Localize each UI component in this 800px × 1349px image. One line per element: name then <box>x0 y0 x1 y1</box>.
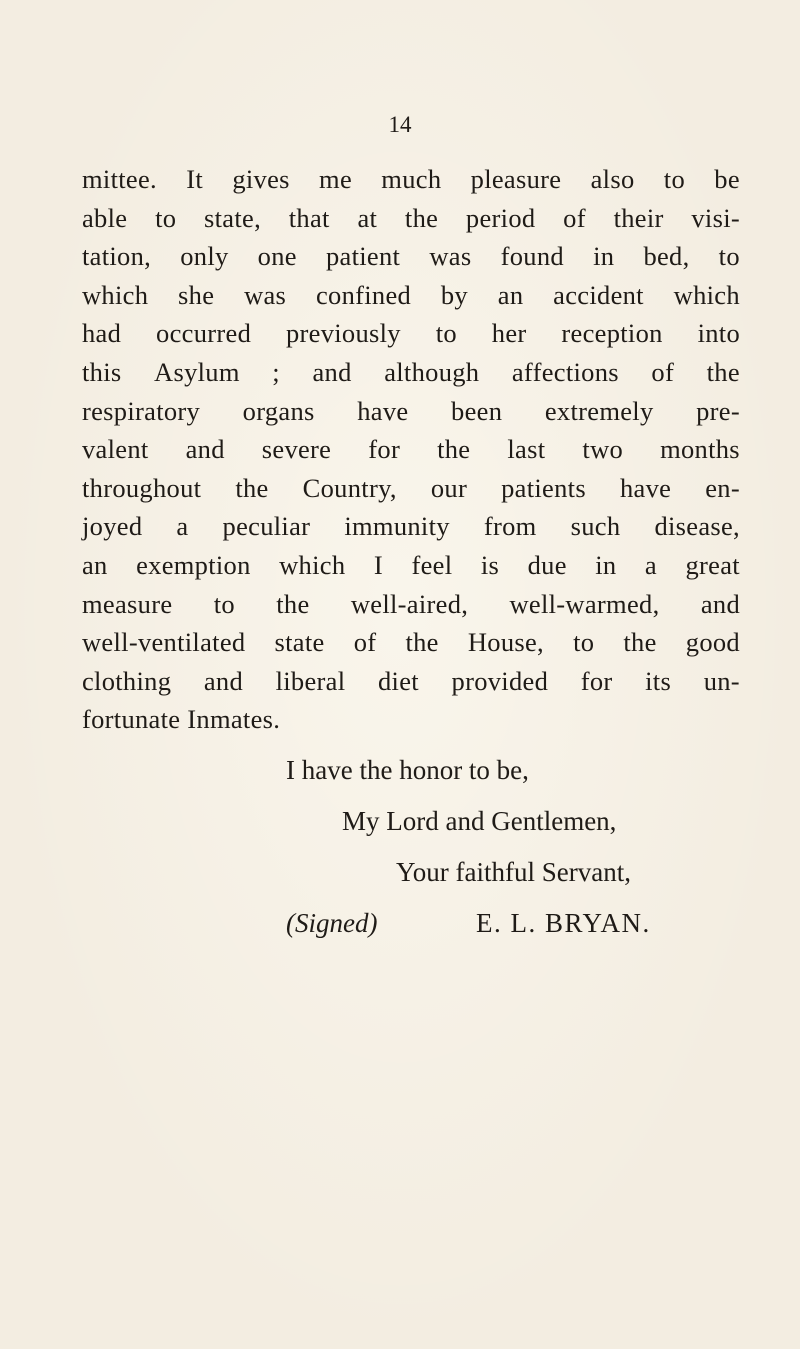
paragraph-line: tation, only one patient was found in bed, to <box>82 241 740 272</box>
paragraph-line: measure to the well-aired, well-warmed, and <box>82 588 740 619</box>
paragraph-line: well-ventilated state of the House, to the good <box>82 627 740 658</box>
paragraph-line: mittee. It gives me much pleasure also to be <box>82 164 740 194</box>
paragraph-line: respiratory organs have been extremely pre- <box>82 395 740 426</box>
paragraph-line: an exemption which I feel is due in a great <box>82 549 740 580</box>
paragraph-line: this Asylum ; and although affections of the <box>82 356 740 387</box>
closing-line-salutation: My Lord and Gentlemen, <box>342 806 617 836</box>
signed-label: (Signed) <box>286 908 378 938</box>
paragraph-line: throughout the Country, our patients have en- <box>82 472 740 503</box>
paragraph-line: fortunate Inmates. <box>82 704 281 735</box>
paragraph-line: had occurred previously to her reception into <box>82 318 740 349</box>
paragraph-line: which she was confined by an accident which <box>82 279 740 310</box>
page-number: 14 <box>388 112 412 137</box>
closing-line-servant: Your faithful Servant, <box>396 857 631 887</box>
signature-block <box>286 908 746 939</box>
paragraph-line: valent and severe for the last two months <box>82 434 740 465</box>
letter-body-paragraph <box>82 160 740 739</box>
paragraph-line: clothing and liberal diet provided for its un- <box>82 665 740 696</box>
paragraph-line: joyed a peculiar immunity from such disease, <box>82 511 740 542</box>
closing-line-honor: I have the honor to be, <box>286 755 529 785</box>
paragraph-line: able to state, that at the period of their visi- <box>82 202 740 233</box>
signatory-name: E. L. BRYAN. <box>476 908 651 938</box>
